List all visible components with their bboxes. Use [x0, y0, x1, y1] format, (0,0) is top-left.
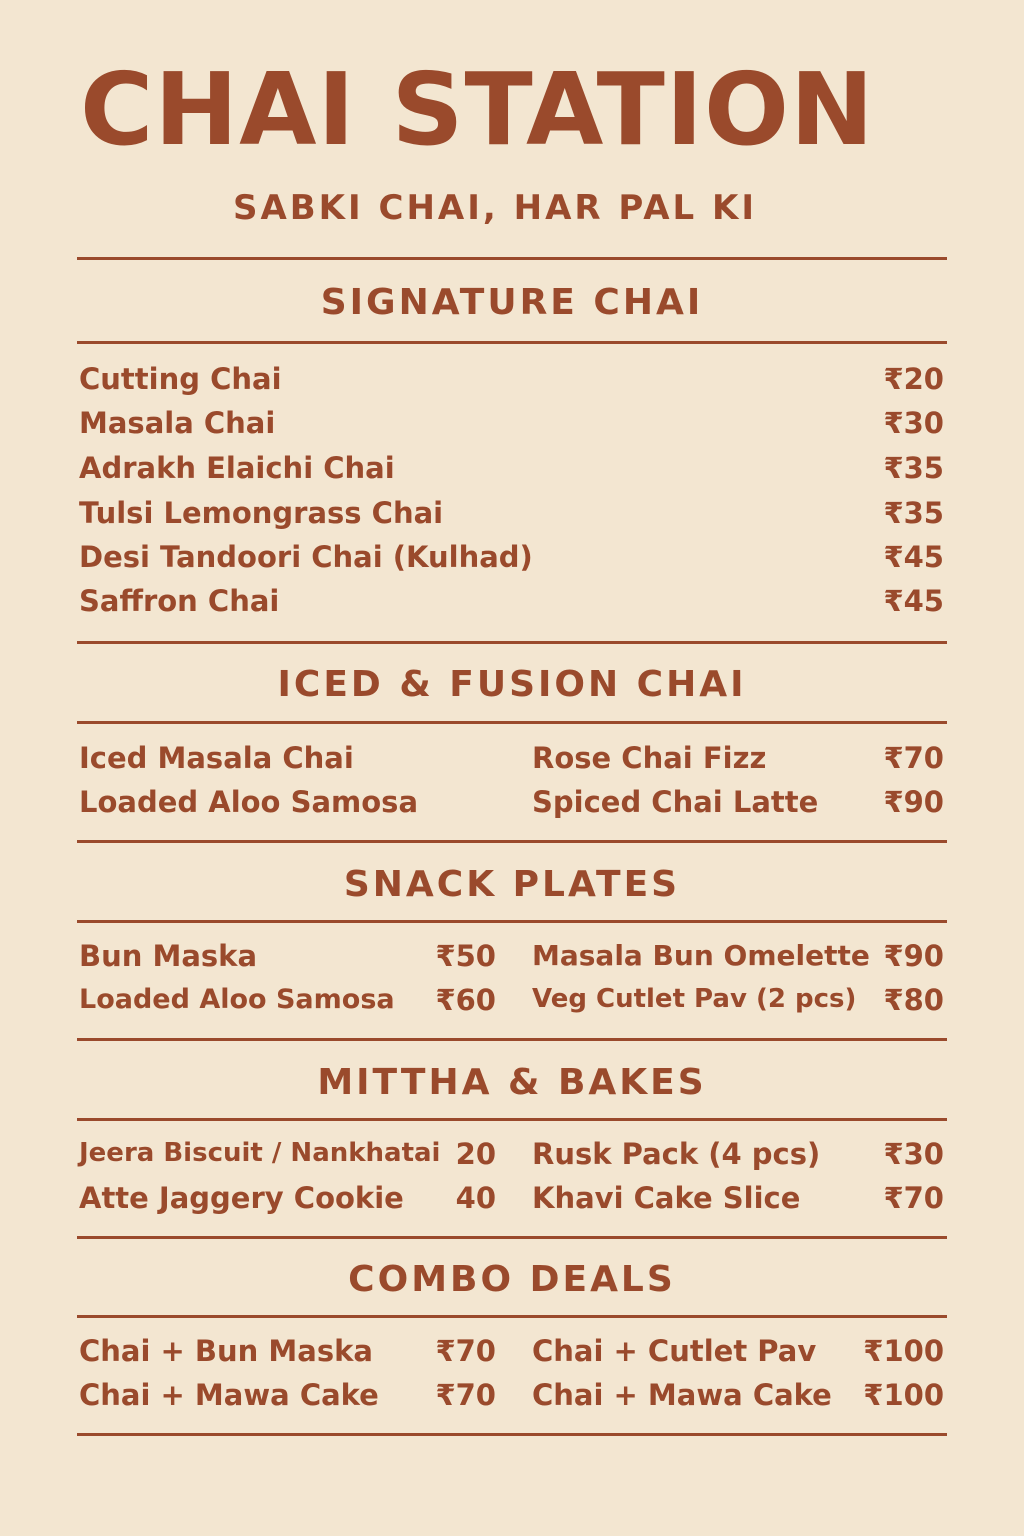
item-name: Chai + Mawa Cake: [532, 1378, 832, 1412]
item-price: ₹50: [435, 939, 496, 973]
item-name: Chai + Bun Maska: [79, 1334, 373, 1368]
section-title-mittha-bakes: MITTHA & BAKES: [317, 1062, 707, 1103]
item-name: Adrakh Elaichi Chai: [79, 451, 395, 485]
item-price: ₹35: [883, 496, 944, 530]
item-price: ₹20: [883, 362, 944, 396]
item-price: ₹30: [883, 1137, 944, 1171]
item-price: ₹80: [883, 983, 944, 1017]
menu-tagline: SABKI CHAI, HAR PAL KI: [232, 188, 758, 228]
item-price: ₹45: [883, 540, 944, 574]
item-price: ₹30: [883, 406, 944, 440]
divider: [77, 1433, 947, 1436]
item-price: ₹70: [435, 1378, 496, 1412]
item-name: Masala Chai: [79, 406, 276, 440]
item-price: ₹90: [883, 785, 944, 819]
item-name: Tulsi Lemongrass Chai: [79, 496, 444, 530]
item-name: Masala Bun Omelette: [532, 939, 870, 972]
item-name: Saffron Chai: [79, 584, 280, 618]
item-name: Veg Cutlet Pav (2 pcs): [532, 984, 857, 1014]
divider: [77, 1118, 947, 1121]
item-name: Atte Jaggery Cookie: [79, 1181, 404, 1215]
section-title-signature-chai: SIGNATURE CHAI: [320, 282, 704, 323]
section-title-iced-fusion-chai: ICED & FUSION CHAI: [277, 664, 747, 705]
item-price: ₹45: [883, 584, 944, 618]
divider: [77, 920, 947, 923]
section-title-combo-deals: COMBO DEALS: [348, 1259, 676, 1300]
item-name: Loaded Aloo Samosa: [79, 984, 395, 1015]
item-price: 40: [455, 1181, 496, 1215]
item-name: Rose Chai Fizz: [532, 741, 767, 775]
divider: [77, 1236, 947, 1239]
item-name: Chai + Mawa Cake: [79, 1378, 379, 1412]
item-price: ₹60: [435, 983, 496, 1017]
item-price: ₹100: [863, 1334, 944, 1368]
item-price: ₹100: [863, 1378, 944, 1412]
item-price: ₹70: [883, 1181, 944, 1215]
divider: [77, 641, 947, 644]
item-price: ₹70: [435, 1334, 496, 1368]
divider: [77, 257, 947, 260]
divider: [77, 1315, 947, 1318]
item-name: Rusk Pack (4 pcs): [532, 1137, 821, 1171]
divider: [77, 341, 947, 344]
item-name: Bun Maska: [79, 939, 258, 973]
item-name: Loaded Aloo Samosa: [79, 785, 419, 819]
item-name: Jeera Biscuit / Nankhatai: [79, 1138, 441, 1168]
item-price: ₹90: [883, 939, 944, 973]
divider: [77, 1038, 947, 1041]
item-name: Spiced Chai Latte: [532, 785, 819, 819]
item-name: Cutting Chai: [79, 362, 282, 396]
item-price: ₹70: [883, 741, 944, 775]
menu-title: CHAI STATION: [80, 51, 875, 168]
section-title-snack-plates: SNACK PLATES: [343, 864, 681, 905]
item-price: ₹35: [883, 451, 944, 485]
divider: [77, 721, 947, 724]
item-name: Iced Masala Chai: [79, 741, 354, 775]
item-name: Desi Tandoori Chai (Kulhad): [79, 540, 533, 574]
item-name: Khavi Cake Slice: [532, 1181, 801, 1215]
divider: [77, 840, 947, 843]
item-name: Chai + Cutlet Pav: [532, 1334, 817, 1368]
item-price: 20: [455, 1137, 496, 1171]
